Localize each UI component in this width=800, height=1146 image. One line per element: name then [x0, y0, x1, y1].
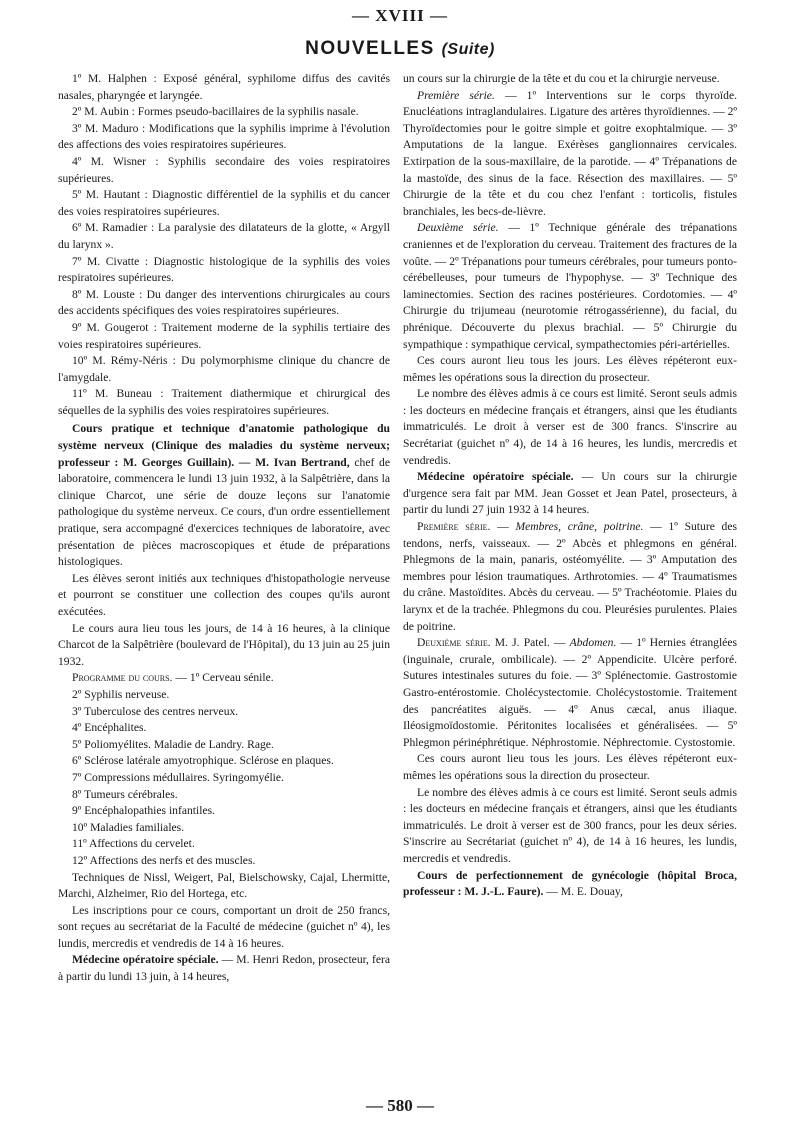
- speaker-item: 10º M. Rémy-Néris : Du polymorphisme clinique du chancre de l'amygdale.: [58, 354, 390, 384]
- course-location-paragraph: Ces cours auront lieu tous les jours. Les élèves répéteront eux-mêmes les opérations sous la direction du prosecteur.: [403, 354, 737, 384]
- operative-medicine-text: — M. Henri Redon, prosecteur, fera à partir du lundi 13 juin, à 14 heures,: [58, 953, 390, 984]
- header-page-number: — XVIII —: [352, 6, 448, 25]
- first-series-label: Première série.: [417, 88, 495, 102]
- speaker-item: 2º M. Aubin : Formes pseudo-bacillaires de la syphilis nasale.: [72, 105, 359, 119]
- course-location-paragraph-2: Ces cours auront lieu tous les jours. Les élèves répéteront eux-mêmes les opérations sous la direction du prosecteur.: [403, 752, 737, 782]
- left-column: [58, 71, 390, 986]
- operative-medicine-heading: Médecine opératoire spéciale.: [72, 953, 219, 967]
- admission-paragraph: Le nombre des élèves admis à ce cours est limité. Seront seuls admis : les docteurs en médecine français et étrangers, ainsi que les étudiants immatriculés. Le droit à verser est de 300 francs. S'inscrire au Secrétariat (guichet nº 4), de 14 à 16 heures, les lundis, mercredis et vendredis.: [403, 387, 737, 467]
- program-label: Programme du cours.: [72, 671, 173, 685]
- limbs-series-label: Première série.: [417, 520, 491, 534]
- program-item: 4º Encéphalites.: [72, 721, 147, 735]
- speaker-item: 3º M. Maduro : Modifications que la syphilis imprime à l'évolution des affections des voies respiratoires supérieures.: [58, 121, 390, 152]
- abdomen-series-title: Abdomen.: [569, 636, 617, 650]
- program-item: 11º Affections du cervelet.: [72, 837, 195, 851]
- program-item: Techniques de Nissl, Weigert, Pal, Bielschowsky, Cajal, Lhermitte, Marchi, Alzheimer, Rio del Hortega, etc.: [58, 870, 390, 901]
- program-item: 8º Tumeurs cérébrales.: [72, 787, 178, 801]
- speaker-list: [58, 71, 390, 419]
- abdomen-series-label: Deuxième série.: [417, 636, 491, 650]
- limbs-series-title: Membres, crâne, poitrine.: [515, 520, 644, 534]
- program-list: [58, 687, 390, 903]
- students-paragraph: Les élèves seront initiés aux techniques d'histopathologie nerveuse et pourront se constituer une collection des coupes qu'ils auront exécutées.: [58, 571, 390, 618]
- footer-page-number: — 580 —: [366, 1096, 434, 1115]
- inscriptions-paragraph: Les inscriptions pour ce cours, comportant un droit de 250 francs, sont reçues au secrétariat de la Faculté de médecine (guichet nº 4), les lundis, mercredis et vendredis de 14 à 16 heures.: [58, 903, 390, 950]
- gynecology-paragraph: [403, 868, 737, 901]
- speaker-item: 11º M. Buneau : Traitement diathermique et chirurgical des séquelles de la syphilis des voies respiratoires supérieures.: [58, 387, 390, 417]
- first-series-paragraph: [403, 88, 737, 221]
- limbs-series-text: — 1º Suture des tendons, nerfs, vaisseaux. — 2º Abcès et phlegmons en général. Phlegmons de la main, panaris, ostéomyélite. — 3º Amputation des membres pour lésion traumatiques. Arthrotomies. — 4º Traumatismes du crâne. Mastoïdites. Abcès du cerveau. — 5º Trachéotomie. Plaies du larynx et de la trachée. Phlegmons du cou. Pleurésies purulentes. Plaies de poitrine.: [403, 520, 738, 633]
- operative-medicine-paragraph: [58, 952, 390, 985]
- speaker-item: 5º M. Hautant : Diagnostic différentiel de la syphilis et du cancer des voies respiratoires supérieures.: [58, 188, 390, 218]
- limbs-series-paragraph: Première série. — Membres, crâne, poitrine. — 1º Suture des tendons, nerfs, vaisseaux. — 2º Abcès et phlegmons en général. Phlegmons de la main, panaris, ostéomyélite. — 3º Amputation des membres pour lésion traumatiques. Arthrotomies. — 4º Traumatismes du crâne. Mastoïdites. Abcès du cerveau. — 5º Trachéotomie. Plaies du larynx et de la trachée. Phlegmons du cou. Pleurésies purulentes. Plaies de poitrine.: [403, 520, 738, 633]
- course-heading: Cours pratique et technique d'anatomie pathologique du système nerveux (Clinique des maladies du système nerveux; professeur : M. Georges Guillain). — M. Ivan Bertrand,: [58, 422, 390, 469]
- second-series-label: Deuxième série.: [417, 221, 499, 235]
- speaker-item: 9º M. Gougerot : Traitement moderne de la syphilis tertiaire des voies respiratoires supérieures.: [58, 320, 390, 351]
- program-heading: [58, 670, 390, 687]
- second-series-paragraph: [403, 220, 737, 353]
- section-title-suffix: (Suite): [441, 41, 495, 58]
- admission-paragraph-2: Le nombre des élèves admis à ce cours est limité. Seront seuls admis : les docteurs en médecine français et étrangers, ainsi que les étudiants immatriculés. Le droit à verser est de 300 francs, pour les deux séries. S'inscrire au Secrétariat (guichet nº 4), de 14 à 16 heures, les lundis, mercredis et vendredis.: [403, 785, 737, 865]
- schedule-paragraph: Le cours aura lieu tous les jours, de 14 à 16 heures, à la clinique Charcot de la Salpêtrière (boulevard de l'Hôpital), du 13 juin au 25 juin 1932.: [58, 621, 390, 668]
- course-announcement: [58, 421, 390, 570]
- abdomen-series-name: M. J. Patel. —: [490, 636, 570, 650]
- course-description: chef de laboratoire, commencera le lundi 13 juin 1932, à la Salpêtrière, dans la clinique Charcot, une série de douze leçons sur l'anatomie pathologique du système nerveux. Ce cours, d'un ordre essentiellement pratique, sera accompagné d'exercices techniques de laboratoire, avec présentation de pièces macroscopiques et étude de préparations histologiques.: [58, 455, 390, 569]
- first-series-text: — 1º Interventions sur le corps thyroïde. Enucléations intraglandulaires. Ligature des artères thyroïdiennes. — 2º Thyroïdectomies pour le goitre simple et goitre exophtalmique. — 3º Amputations de la langue. Exérèses ganglionnaires cervicales. Extirpation de la sous-maxillaire, de la parotide. — 4º Trépanations de la mastoïde, des sinus de la face. Résection des maxillaires. — 5º Chirurgie de la tête et du cou chez l'enfant : torticolis, fistules branchiales, les becs-de-lièvre.: [403, 88, 737, 218]
- emergency-surgery-heading: Médecine opératoire spéciale.: [417, 470, 574, 484]
- second-series-text: — 1º Technique générale des trépanations craniennes et de l'exploration du cerveau. Traitement des fractures de la voûte. — 2º Trépanations pour tumeurs cérébrales, pour tumeurs ponto-cérébelleuses, pour tumeurs de l'hypophyse. — 3º Technique des laminectomies. Section des racines postérieures. Cordotomies. — 4º Chirurgie du trijumeau (neurotomie rétrogassérienne), du facial, du phrénique. Découverte du plexus brachial. — 5º Chirurgie du sympathique : sympathique cervical, sympathectomies péri-artérielles.: [403, 221, 737, 351]
- program-item: 10º Maladies familiales.: [72, 820, 185, 834]
- program-item: 6º Sclérose latérale amyotrophique. Sclérose en plaques.: [72, 754, 334, 768]
- program-item: 12º Affections des nerfs et des muscles.: [72, 853, 256, 867]
- program-item: 9º Encéphalopathies infantiles.: [72, 804, 215, 818]
- speaker-item: 6º M. Ramadier : La paralysie des dilatateurs de la glotte, « Argyll du larynx ».: [58, 221, 390, 251]
- abdomen-series-text: — 1º Hernies étranglées (inguinale, crurale, ombilicale). — 2º Appendicite. Ulcère perforé. Sutures intestinales sutures du foie. — 3º Splénectomie. Gastrostomie Gastro-entérostomie. Cholécystectomie. Cholécystostomie. Traitement des pancréatites aiguës. — 4º Anus cæcal, anus iliaque. Iléosigmoïdostomie. Péritonites localisées et généralisées. — 5º Phlegmon périnéphrétique. Néphrostomie. Néphrectomie. Cystostomie.: [403, 636, 737, 749]
- emergency-surgery-text: — Un cours sur la chirurgie d'urgence sera fait par MM. Jean Gosset et Jean Patel, prosecteurs, à partir du lundi 27 juin 1932 à 14 heures.: [403, 470, 737, 517]
- emergency-surgery-paragraph: [403, 469, 737, 519]
- program-item-1: — 1º Cerveau sénile.: [175, 671, 274, 685]
- abdomen-series-paragraph: [403, 635, 737, 751]
- speaker-item: 4º M. Wisner : Syphilis secondaire des voies respiratoires supérieures.: [58, 154, 390, 185]
- speaker-item: 8º M. Louste : Du danger des interventions chirurgicales au cours des accidents spécifiques des voies respiratoires supérieures.: [58, 287, 390, 318]
- continued-paragraph: un cours sur la chirurgie de la tête et du cou et la chirurgie nerveuse.: [403, 72, 720, 85]
- gynecology-heading: Cours de perfectionnement de gynécologie (hôpital Broca, professeur : M. J.-L. Faure).: [403, 868, 737, 899]
- gynecology-text: — M. E. Douay,: [543, 885, 623, 899]
- speaker-item: 7º M. Civatte : Diagnostic histologique de la syphilis des voies respiratoires supérieures.: [58, 254, 390, 285]
- right-column: [403, 71, 737, 901]
- program-item: 3º Tuberculose des centres nerveux.: [72, 704, 239, 718]
- section-title: [0, 38, 800, 60]
- program-item: 2º Syphilis nerveuse.: [72, 687, 170, 701]
- program-item: 7º Compressions médullaires. Syringomyélie.: [72, 770, 284, 784]
- section-title-text: NOUVELLES: [305, 38, 435, 59]
- speaker-item: 1º M. Halphen : Exposé général, syphilome diffus des cavités nasales, pharyngée et laryngée.: [58, 72, 390, 102]
- program-item: 5º Poliomyélites. Maladie de Landry. Rage.: [72, 737, 274, 751]
